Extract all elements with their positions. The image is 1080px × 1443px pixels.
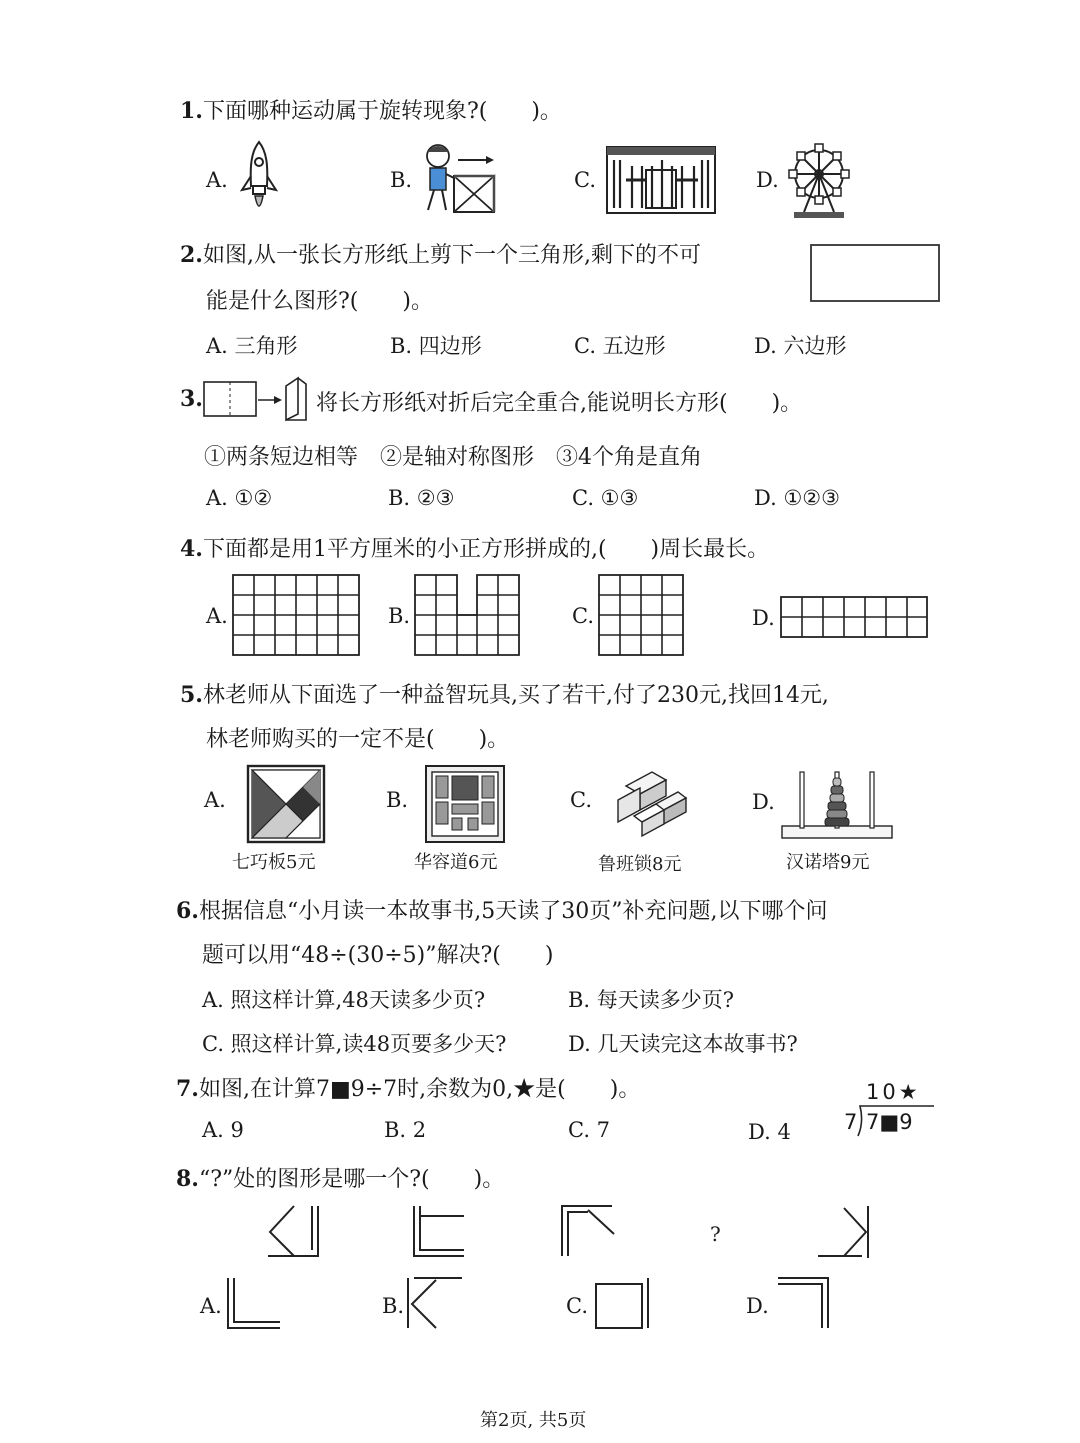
q1-stem [180, 94, 562, 125]
q7-dividend: 7■9 [866, 1110, 913, 1134]
q2-option-c[interactable]: C. 五边形 [574, 334, 666, 358]
q7-divisor: 7 [844, 1110, 858, 1134]
q7-option-d[interactable]: D. 4 [748, 1120, 791, 1144]
tangram-icon [246, 764, 328, 844]
q6-option-d[interactable]: D. 几天读完这本故事书? [568, 1032, 798, 1056]
q7-option-a[interactable]: A. 9 [202, 1118, 244, 1142]
q5-caption-b: 华容道6元 [414, 852, 498, 873]
q3-option-b[interactable]: B. ②③ [388, 486, 455, 510]
q8-missing-mark: ? [710, 1222, 721, 1246]
luban-lock-icon [612, 766, 690, 842]
q3-option-a[interactable]: A. ①② [206, 486, 273, 510]
q3-statements: ①两条短边相等 ②是轴对称图形 ③4个角是直角 [204, 445, 702, 470]
sequence-figure-1 [266, 1204, 324, 1260]
q8-option-c[interactable]: C. [566, 1294, 588, 1318]
q4-option-a[interactable]: A. [206, 604, 228, 628]
q7-number: 7. [176, 1076, 199, 1102]
q7-option-b[interactable]: B. 2 [384, 1118, 427, 1142]
q2-stem-line1 [180, 238, 701, 269]
q5-text-line2: 林老师购买的一定不是( )。 [206, 727, 510, 752]
q3-option-d[interactable]: D. ①②③ [754, 486, 840, 510]
q6-option-a[interactable]: A. 照这样计算,48天读多少页? [202, 988, 486, 1012]
grid-figure-b [414, 574, 522, 658]
q1-option-b[interactable]: B. [390, 168, 413, 192]
grid-figure-d [780, 596, 930, 640]
fold-rectangle-figure [202, 376, 314, 422]
sliding-door-icon [606, 146, 716, 214]
q4-number: 4. [180, 536, 203, 562]
huarong-road-puzzle-icon [424, 764, 506, 844]
q2-text-line2: 能是什么图形?( )。 [206, 289, 433, 314]
q5-caption-c: 鲁班锁8元 [598, 854, 682, 875]
q6-option-b[interactable]: B. 每天读多少页? [568, 988, 735, 1012]
q8-option-b[interactable]: B. [382, 1294, 405, 1318]
q3-text: 将长方形纸对折后完全重合,能说明长方形( )。 [316, 391, 803, 416]
q5-text-line1: 林老师从下面选了一种益智玩具,买了若干,付了230元,找回14元, [202, 683, 829, 708]
q8-stem [176, 1162, 504, 1193]
sequence-figure-2 [412, 1204, 468, 1260]
q5-option-b[interactable]: B. [386, 788, 409, 812]
q7-text: 如图,在计算7■9÷7时,余数为0,★是( )。 [198, 1077, 641, 1102]
q2-option-a[interactable]: A. 三角形 [206, 334, 298, 358]
ferris-wheel-icon [786, 140, 852, 220]
sequence-figure-3 [560, 1204, 618, 1260]
q8-text: “?”处的图形是哪一个?( )。 [198, 1167, 505, 1192]
q6-option-c[interactable]: C. 照这样计算,读48页要多少天? [202, 1032, 507, 1056]
grid-figure-c [598, 574, 686, 658]
q5-stem-line1 [180, 678, 829, 709]
q5-number: 5. [180, 682, 203, 708]
q1-option-d[interactable]: D. [756, 168, 779, 192]
q8-choice-c-figure [594, 1276, 650, 1332]
q6-text-line1: 根据信息“小月读一本故事书,5天读了30页”补充问题,以下哪个问 [198, 899, 828, 924]
q3-number: 3. [180, 386, 203, 412]
q5-caption-a: 七巧板5元 [232, 852, 316, 873]
q1-option-c[interactable]: C. [574, 168, 596, 192]
q8-choice-d-figure [776, 1276, 834, 1332]
q8-choice-b-figure [406, 1276, 464, 1332]
q1-text: 下面哪种运动属于旋转现象?( )。 [202, 99, 562, 124]
q4-stem [180, 532, 769, 563]
sequence-figure-5 [816, 1204, 874, 1262]
q4-text: 下面都是用1平方厘米的小正方形拼成的,( )周长最长。 [202, 537, 770, 562]
q6-number: 6. [176, 898, 199, 924]
q2-option-b[interactable]: B. 四边形 [390, 334, 482, 358]
q4-option-b[interactable]: B. [388, 604, 411, 628]
q5-option-a[interactable]: A. [204, 788, 226, 812]
page-footer: 第2页, 共5页 [480, 1410, 587, 1431]
q1-number: 1. [180, 98, 203, 124]
q2-text-line1: 如图,从一张长方形纸上剪下一个三角形,剩下的不可 [202, 243, 701, 268]
q7-quotient: 10★ [866, 1080, 921, 1104]
q4-option-c[interactable]: C. [572, 604, 594, 628]
q4-option-d[interactable]: D. [752, 606, 775, 630]
rectangle-paper-figure [810, 244, 942, 304]
q8-option-d[interactable]: D. [746, 1294, 769, 1318]
q5-option-d[interactable]: D. [752, 790, 775, 814]
hanoi-tower-icon [780, 768, 894, 842]
q2-number: 2. [180, 242, 203, 268]
q3-option-c[interactable]: C. ①③ [572, 486, 639, 510]
grid-figure-a [232, 574, 362, 658]
rocket-icon [236, 138, 282, 218]
q7-option-c[interactable]: C. 7 [568, 1118, 611, 1142]
q5-option-c[interactable]: C. [570, 788, 592, 812]
q1-option-a[interactable]: A. [206, 168, 228, 192]
q6-text-line2: 题可以用“48÷(30÷5)”解决?( ) [202, 943, 554, 968]
q2-option-d[interactable]: D. 六边形 [754, 334, 847, 358]
q8-option-a[interactable]: A. [200, 1294, 222, 1318]
boy-pushing-box-icon [416, 140, 500, 216]
q6-stem-line1 [176, 894, 827, 925]
q5-caption-d: 汉诺塔9元 [786, 852, 870, 873]
q7-stem [176, 1072, 640, 1103]
q8-number: 8. [176, 1166, 199, 1192]
q8-choice-a-figure [226, 1276, 284, 1332]
